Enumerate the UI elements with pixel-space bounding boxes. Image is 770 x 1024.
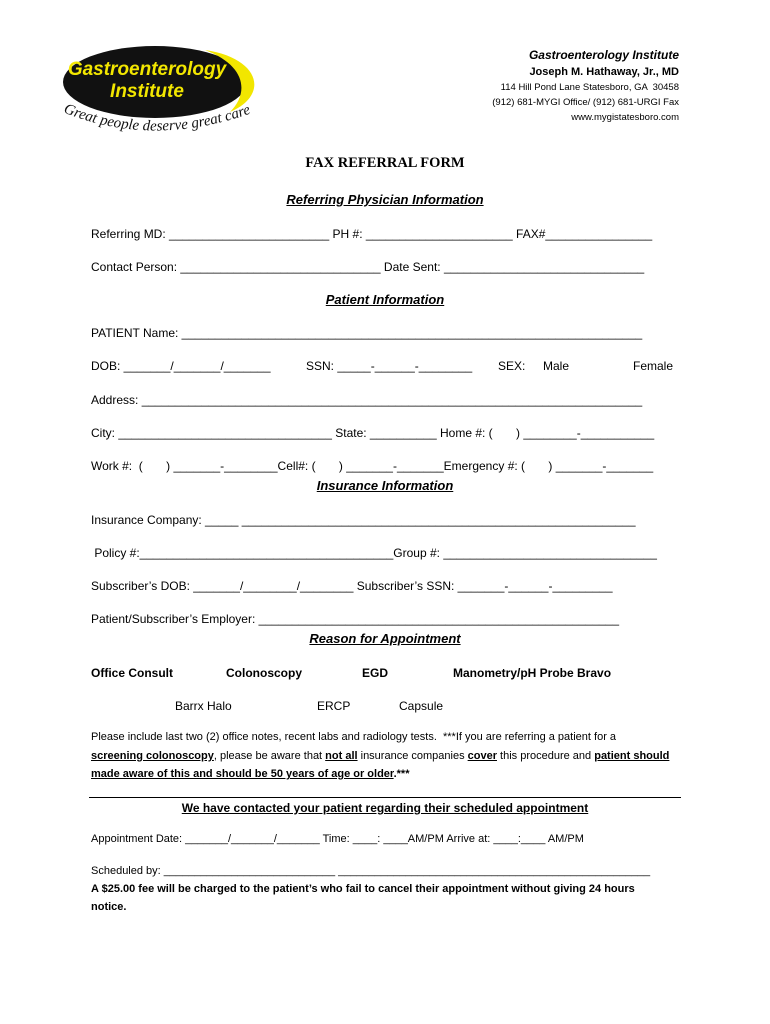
subscriber-dob-ssn-line[interactable]: Subscriber’s DOB: _______/________/________ Subscriber’s SSN: _______-______-_________ <box>91 579 613 593</box>
logo-tagline: Great people deserve great care <box>61 100 253 135</box>
sex-female-option[interactable]: Female <box>633 359 674 373</box>
org-name: Gastroenterology Institute <box>528 48 679 62</box>
physician-name: Joseph M. Hathaway, Jr., MD <box>529 66 679 78</box>
patient-name-line[interactable]: PATIENT Name: _____________________________________________________________________ <box>91 326 643 340</box>
dob-line[interactable]: DOB: _______/_______/_______ <box>91 359 271 373</box>
org-address: 114 Hill Pond Lane Statesboro, GA 30458 <box>500 82 679 93</box>
notes-screening-colonoscopy: screening colonoscopy <box>91 750 214 762</box>
cancellation-fee-line-2: notice. <box>91 901 127 913</box>
reason-colonoscopy[interactable]: Colonoscopy <box>226 666 303 680</box>
section-heading-insurance: Insurance Information <box>316 478 454 493</box>
insurance-company-line[interactable]: Insurance Company: _____ ___________________________________________________________ <box>91 513 636 527</box>
notes-patient-should: patient should <box>594 750 670 762</box>
address-line[interactable]: Address: ___________________________________________________________________________ <box>91 393 643 407</box>
cancellation-fee-line-1: A $25.00 fee will be charged to the patient’s who fail to cancel their appointment without giving 24 hours <box>91 883 635 895</box>
referring-md-line[interactable]: Referring MD: ________________________ PH #: ______________________ FAX#________________ <box>91 227 653 241</box>
notes-age-requirement: made aware of this and should be 50 years of age or older <box>91 768 394 780</box>
section-heading-contacted: We have contacted your patient regarding their scheduled appointment <box>181 801 589 815</box>
contact-person-line[interactable]: Contact Person: ______________________________ Date Sent: ______________________________ <box>91 260 645 274</box>
notes-line-1: Please include last two (2) office notes, recent labs and radiology tests. ***If you are referring a patient for a <box>91 731 617 743</box>
section-heading-patient: Patient Information <box>325 292 445 307</box>
form-title: FAX REFERRAL FORM <box>305 155 465 171</box>
reason-ercp[interactable]: ERCP <box>317 699 351 713</box>
sex-label: SEX: <box>498 359 526 373</box>
employer-line[interactable]: Patient/Subscriber’s Employer: ______________________________________________________ <box>91 612 620 626</box>
logo-line2: Institute <box>110 81 184 102</box>
notes-line-2 <box>91 750 669 762</box>
reason-capsule[interactable]: Capsule <box>399 699 444 713</box>
org-phone-fax: (912) 681-MYGI Office/ (912) 681-URGI Fax <box>492 97 679 108</box>
section-divider <box>89 797 681 798</box>
notes-not-all: not all <box>325 750 358 762</box>
city-state-home-line[interactable]: City: ________________________________ State: __________ Home #: ( ) ________-___________ <box>91 426 655 440</box>
work-cell-emergency-line[interactable]: Work #: ( ) _______-________Cell#: ( ) _______-_______Emergency #: ( ) _______-_______ <box>91 459 654 473</box>
sex-male-option[interactable]: Male <box>543 359 570 373</box>
org-website: www.mygistatesboro.com <box>571 112 679 123</box>
notes-cover: cover <box>467 750 497 762</box>
reason-manometry[interactable]: Manometry/pH Probe Bravo <box>453 666 612 680</box>
notes-text: , please be aware that <box>213 750 326 762</box>
appointment-date-line[interactable]: Appointment Date: _______/_______/_______ Time: ____: ____AM/PM Arrive at: ____:____ AM/PM <box>91 833 584 845</box>
scheduled-by-line[interactable]: Scheduled by: ____________________________ ___________________________________________________ <box>91 865 651 877</box>
section-heading-reason: Reason for Appointment <box>309 631 461 646</box>
notes-line-3 <box>91 768 410 780</box>
logo-line1: Gastroenterology <box>67 59 227 80</box>
institute-logo <box>55 40 270 140</box>
notes-text: .*** <box>393 768 410 780</box>
ssn-line[interactable]: SSN: _____-______-________ <box>306 359 473 373</box>
section-heading-referring: Referring Physician Information <box>286 192 484 207</box>
reason-office-consult[interactable]: Office Consult <box>91 666 174 680</box>
policy-group-line[interactable]: Policy #:______________________________________Group #: ________________________________ <box>91 546 657 560</box>
reason-barrx-halo[interactable]: Barrx Halo <box>175 699 232 713</box>
reason-egd[interactable]: EGD <box>362 666 389 680</box>
notes-text: this procedure and <box>496 750 595 762</box>
notes-text: insurance companies <box>357 750 468 762</box>
